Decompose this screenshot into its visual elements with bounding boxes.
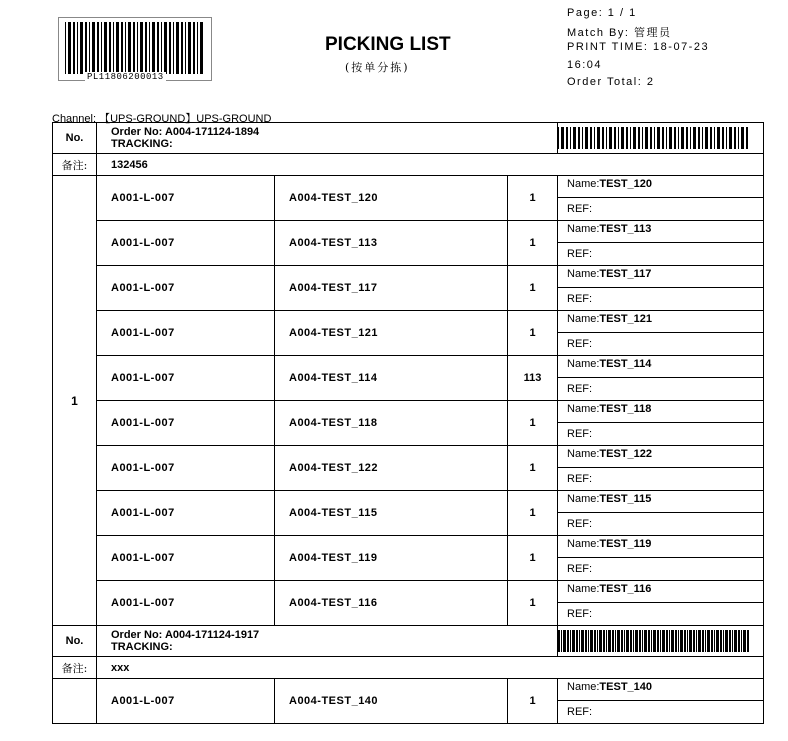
location-code: A001-L-007 xyxy=(97,266,275,311)
item-info xyxy=(558,221,764,266)
tracking-label: TRACKING: xyxy=(111,138,173,150)
item-info xyxy=(558,581,764,626)
sku-code: A004-TEST_113 xyxy=(275,221,508,266)
item-name xyxy=(558,311,763,333)
page-number: Page: 1 / 1 xyxy=(567,7,637,19)
name-label: Name: xyxy=(567,681,600,693)
name-label: Name: xyxy=(567,583,600,595)
quantity: 1 xyxy=(508,221,558,266)
item-row xyxy=(53,176,764,221)
order-barcode-cell xyxy=(558,626,764,657)
item-name xyxy=(558,679,763,701)
item-row xyxy=(53,536,764,581)
name-value: TEST_118 xyxy=(599,403,652,415)
ref-label: REF: xyxy=(567,293,593,305)
quantity: 1 xyxy=(508,401,558,446)
item-info xyxy=(558,311,764,356)
sku-code: A004-TEST_115 xyxy=(275,491,508,536)
sku-code: A004-TEST_116 xyxy=(275,581,508,626)
item-name xyxy=(558,536,763,558)
item-row xyxy=(53,311,764,356)
ref-label: REF: xyxy=(567,338,593,350)
name-value: TEST_115 xyxy=(599,493,652,505)
location-code: A001-L-007 xyxy=(97,446,275,491)
quantity: 1 xyxy=(508,176,558,221)
item-name xyxy=(558,266,763,288)
item-name xyxy=(558,446,763,468)
order-header-row xyxy=(53,626,764,657)
item-info xyxy=(558,266,764,311)
note-value: 132456 xyxy=(97,154,764,176)
ref-label: REF: xyxy=(567,518,593,530)
quantity: 113 xyxy=(508,356,558,401)
order-index xyxy=(53,679,97,724)
order-total: Order Total: 2 xyxy=(567,76,655,88)
location-code: A001-L-007 xyxy=(97,581,275,626)
order-barcode xyxy=(558,630,750,652)
item-row xyxy=(53,266,764,311)
sku-code: A004-TEST_119 xyxy=(275,536,508,581)
location-code: A001-L-007 xyxy=(97,176,275,221)
location-code: A001-L-007 xyxy=(97,401,275,446)
location-code: A001-L-007 xyxy=(97,536,275,581)
quantity: 1 xyxy=(508,446,558,491)
note-label: 备注: xyxy=(53,657,97,679)
note-value: xxx xyxy=(97,657,764,679)
name-value: TEST_116 xyxy=(599,583,652,595)
name-value: TEST_114 xyxy=(599,358,652,370)
item-name xyxy=(558,221,763,243)
item-row xyxy=(53,221,764,266)
name-value: TEST_140 xyxy=(599,681,653,693)
sku-code: A004-TEST_120 xyxy=(275,176,508,221)
name-value: TEST_120 xyxy=(599,178,653,190)
location-code: A001-L-007 xyxy=(97,221,275,266)
tracking-label: TRACKING: xyxy=(111,641,173,653)
ref-label: REF: xyxy=(567,203,593,215)
item-name xyxy=(558,581,763,603)
item-info xyxy=(558,491,764,536)
item-name xyxy=(558,401,763,423)
sku-code: A004-TEST_121 xyxy=(275,311,508,356)
order-info xyxy=(97,626,558,657)
item-name xyxy=(558,356,763,378)
ref-label: REF: xyxy=(567,473,593,485)
item-row xyxy=(53,446,764,491)
item-name xyxy=(558,491,763,513)
quantity: 1 xyxy=(508,679,558,724)
name-label: Name: xyxy=(567,268,600,280)
item-info xyxy=(558,679,764,724)
order-info xyxy=(97,123,558,154)
sku-code: A004-TEST_122 xyxy=(275,446,508,491)
name-label: Name: xyxy=(567,538,600,550)
note-row xyxy=(53,154,764,176)
item-row xyxy=(53,401,764,446)
item-info xyxy=(558,356,764,401)
quantity: 1 xyxy=(508,311,558,356)
ref-label: REF: xyxy=(567,428,593,440)
name-label: Name: xyxy=(567,223,600,235)
ref-label: REF: xyxy=(567,383,593,395)
match-by: Match By: 管理员 xyxy=(567,27,672,39)
picking-list-barcode-bars xyxy=(65,22,205,74)
name-label: Name: xyxy=(567,178,600,190)
order-barcode-cell xyxy=(558,123,764,154)
name-label: Name: xyxy=(567,358,600,370)
sku-code: A004-TEST_117 xyxy=(275,266,508,311)
order-header-row xyxy=(53,123,764,154)
item-info xyxy=(558,176,764,221)
ref-label: REF: xyxy=(567,248,593,260)
item-info xyxy=(558,536,764,581)
item-name xyxy=(558,176,763,198)
order-number: Order No: A004-171124-1894 xyxy=(111,126,260,138)
ref-label: REF: xyxy=(567,608,593,620)
no-label: No. xyxy=(53,626,97,657)
sku-code: A004-TEST_114 xyxy=(275,356,508,401)
name-value: TEST_122 xyxy=(599,448,653,460)
name-value: TEST_113 xyxy=(599,223,652,235)
location-code: A001-L-007 xyxy=(97,356,275,401)
order-number: Order No: A004-171124-1917 xyxy=(111,629,260,641)
name-label: Name: xyxy=(567,313,600,325)
name-label: Name: xyxy=(567,493,600,505)
note-label: 备注: xyxy=(53,154,97,176)
item-row xyxy=(53,581,764,626)
picking-list-barcode-number: PL11806200013 xyxy=(87,72,164,82)
ref-label: REF: xyxy=(567,563,593,575)
quantity: 1 xyxy=(508,581,558,626)
name-value: TEST_121 xyxy=(599,313,653,325)
name-value: TEST_117 xyxy=(599,268,652,280)
quantity: 1 xyxy=(508,491,558,536)
order-index: 1 xyxy=(53,176,97,626)
item-info xyxy=(558,446,764,491)
quantity: 1 xyxy=(508,266,558,311)
location-code: A001-L-007 xyxy=(97,311,275,356)
item-info xyxy=(558,401,764,446)
name-label: Name: xyxy=(567,448,600,460)
name-label: Name: xyxy=(567,403,600,415)
picking-list-barcode xyxy=(58,17,212,81)
sku-code: A004-TEST_118 xyxy=(275,401,508,446)
page-subtitle: (按单分拣) xyxy=(345,61,410,74)
quantity: 1 xyxy=(508,536,558,581)
ref-label: REF: xyxy=(567,706,593,718)
page-title: PICKING LIST xyxy=(325,34,451,55)
sku-code: A004-TEST_140 xyxy=(275,679,508,724)
picking-table xyxy=(52,122,764,724)
location-code: A001-L-007 xyxy=(97,679,275,724)
channel-line: Channel: 【UPS-GROUND】UPS-GROUND xyxy=(52,113,272,125)
print-time: PRINT TIME: 18-07-23 xyxy=(567,41,710,53)
location-code: A001-L-007 xyxy=(97,491,275,536)
order-barcode xyxy=(558,127,750,149)
item-row xyxy=(53,679,764,724)
item-row xyxy=(53,491,764,536)
item-row xyxy=(53,356,764,401)
print-time-clock: 16:04 xyxy=(567,59,603,71)
no-label: No. xyxy=(53,123,97,154)
name-value: TEST_119 xyxy=(599,538,652,550)
note-row xyxy=(53,657,764,679)
